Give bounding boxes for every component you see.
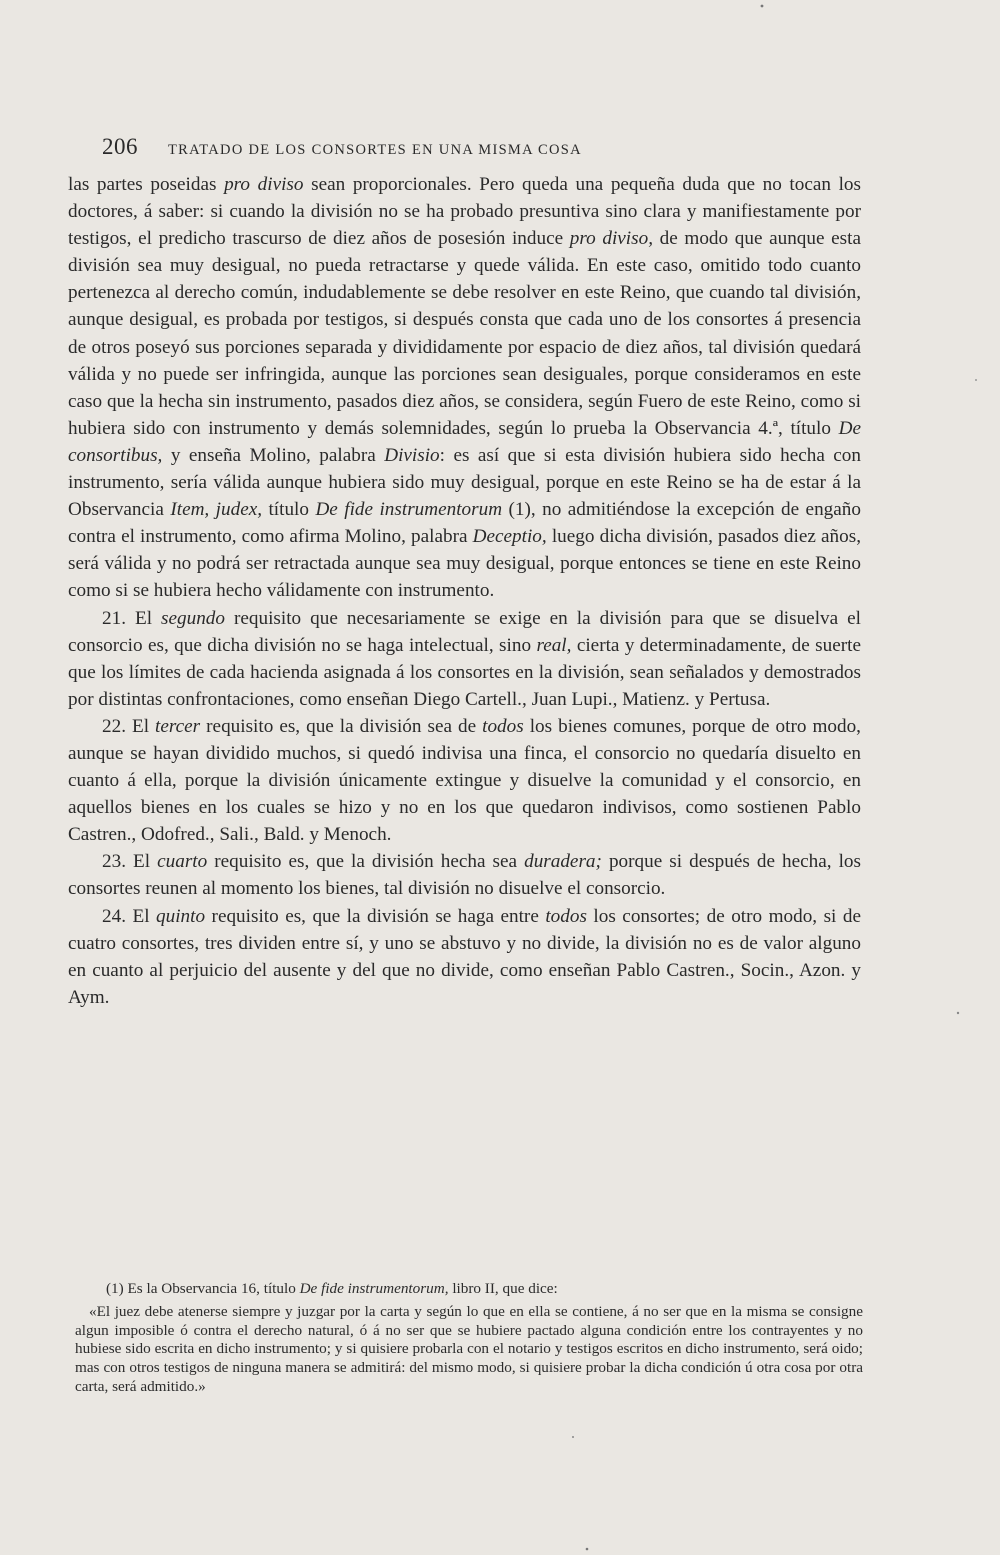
body-text [68, 171, 861, 1011]
paragraph-continued [68, 171, 861, 605]
italic-run: todos [545, 905, 587, 927]
text-run: (1), no admitiéndose la excepción de engaño contra el instrumento, como afirma Molino, palabra [68, 499, 861, 548]
paragraph-23 [68, 848, 861, 902]
italic-run: De fide instrumentorum, [299, 1280, 449, 1297]
text-run: sean proporcionales. Pero queda una pequeña duda que no tocan los doctores, á saber: si cuando la división no se ha probado presuntiva sino clara y manifiestamente por testigos, el predicho trascurso de diez años de posesión induce [68, 174, 861, 250]
text-run: requisito es, que la división sea de [200, 715, 483, 737]
italic-run: tercer [155, 715, 201, 737]
italic-run: Item, judex, [170, 499, 263, 521]
page-number: 206 [102, 134, 138, 159]
text-run: requisito es, que la división hecha sea [207, 851, 525, 873]
text-run: las partes poseidas [68, 174, 225, 195]
text-run: título [262, 499, 316, 521]
italic-run: pro diviso, [569, 228, 653, 250]
text-run: 21. El [102, 607, 162, 629]
text-run: los consortes; de otro modo, si de cuatro consortes, tres dividen entre sí, y uno se abstuvo y no divide, la división no es de valor alguno en cuanto al perjuicio del ausente y del que no divide, como enseñan Pablo Castren., Socin., Azon. y Aym. [68, 905, 861, 1008]
text-run: de modo que aunque esta división sea muy desigual, no pueda retractarse y quede válida. En este caso, omitido todo cuanto pertenezca al derecho común, indudablemente se debe resolver en este Reino, que cuando tal división, aunque desigual, es probada por testigos, si después consta que cada uno de los consortes á presencia de otros poseyó sus porciones separada y divididamente por espacio de diez años, tal división quedará válida y no puede ser infringida, aunque las porciones sean desiguales, porque consideramos en este caso que la hecha sin instrumento, pasados diez años, se considera, según Fuero de este Reino, como si hubiera sido con instrumento y demás solemnidades, según lo prueba la Observancia 4.ª, título [68, 228, 861, 439]
italic-run: segundo [161, 607, 225, 629]
text-run: luego dicha división, pasados diez años, será válida y no podrá ser retractada aunque sea muy desigual, porque entonces se tiene en este Reino como si se hubiera hecho válidamente con instrumento. [68, 526, 861, 602]
italic-run: De fide instrumentorum [315, 499, 503, 521]
italic-run: real, [536, 634, 572, 656]
text-run: los bienes comunes, porque de otro modo, aunque se hayan dividido muchos, si quedó indivisa una finca, el consorcio no quedaría disuelto en cuanto á ella, porque la división únicamente extingue y disuelve la comunidad y el consorcio, en aquellos bienes en los cuales se hizo y no en los que quedaron indivisos, como sostienen Pablo Castren., Odofred., Sali., Bald. y Menoch. [68, 715, 861, 846]
footnote-quote: «El juez debe atenerse siempre y juzgar por la carta y según lo que en ella se contiene, á no ser que en la misma se consigne algun imposible ó contra el derecho natural, ó á no ser que se hubiere pactado alguna condición entre los contrayentes y no hubiese sido escrita en dicho instrumento; y si quisiere probarla con el notario y testigos escritos en dicho instrumento, será oido; mas con otros testigos de ninguna manera se admitirá: del mismo modo, si quisiere probar la dicha condición ú otra cosa por otra carta, será admitido.» [75, 1302, 863, 1395]
running-head: TRATADO DE LOS CONSORTES EN UNA MISMA COSA [168, 142, 582, 158]
paragraph-22 [68, 713, 861, 848]
text-run: libro II, que dice: [448, 1280, 558, 1297]
italic-run: quinto [156, 905, 206, 927]
text-run: 24. El [102, 905, 157, 927]
italic-run: Divisio [384, 444, 440, 466]
italic-run: duradera; [524, 851, 602, 873]
footnote-intro [75, 1280, 863, 1299]
text-run: (1) Es la Observancia 16, título [106, 1280, 300, 1297]
text-run: cierta y determinadamente, de suerte que los límites de cada hacienda asignada á los consortes en la división, sean señalados y demostrados por distintas confrontaciones, como enseñan Diego Cartell., Juan Lupi., Matienz. y Pertusa. [68, 634, 861, 710]
footnotes [75, 1280, 863, 1397]
text-run: porque si después de hecha, los consortes reunen al momento los bienes, tal división no disuelve el consorcio. [68, 851, 861, 900]
text-run: : es así que si esta división hubiera sido hecha con instrumento, sería válida aunque hubiera sido muy desigual, porque en este Reino se ha de estar á la Observancia [68, 444, 861, 521]
italic-run: De consortibus, [68, 417, 861, 466]
italic-run: cuarto [157, 851, 208, 873]
text-run: 22. El [102, 715, 156, 737]
text-run: 23. El [102, 851, 158, 873]
text-run: y enseña Molino, palabra [162, 444, 385, 466]
italic-run: Deceptio, [472, 526, 547, 548]
text-run: requisito que necesariamente se exige en la división para que se disuelva el consorcio es, que dicha división no se haga intelectual, sino [68, 607, 861, 656]
text-run: requisito es, que la división se haga entre [205, 905, 546, 927]
italic-run: todos [482, 715, 524, 737]
page-header [102, 134, 712, 160]
paragraph-21 [68, 605, 861, 713]
italic-run: pro diviso [224, 174, 304, 195]
paragraph-24 [68, 903, 861, 1011]
